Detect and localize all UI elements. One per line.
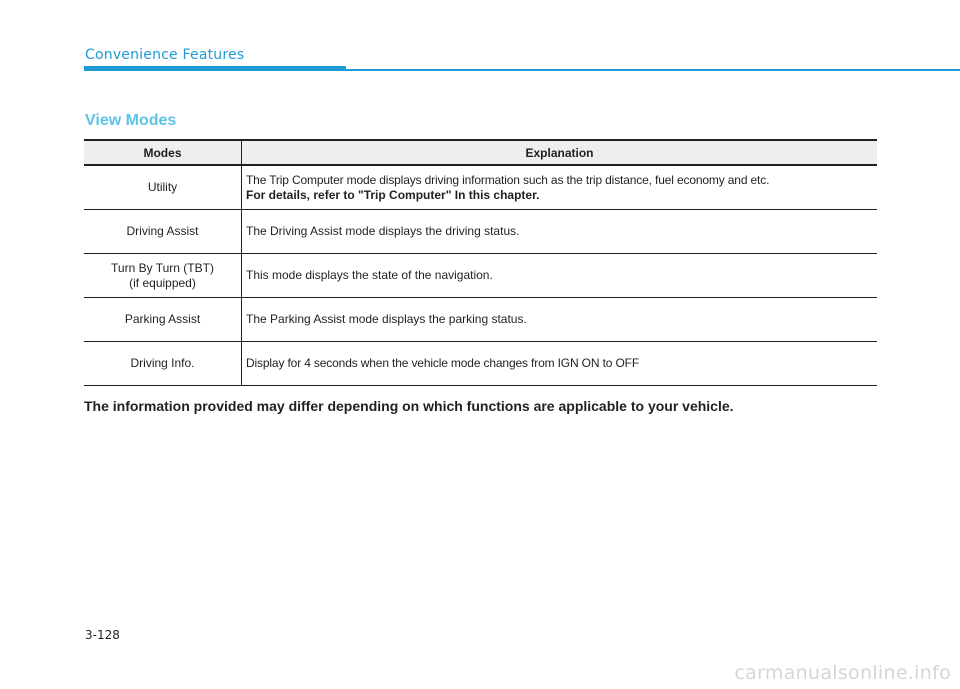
explanation-reference: For details, refer to "Trip Computer" In this chapter. — [246, 187, 540, 202]
header-rule-thick — [84, 66, 346, 71]
applicability-note: The information provided may differ depending on which functions are applicable to your vehicle. — [84, 398, 734, 414]
table-row — [84, 254, 877, 298]
column-header-explanation: Explanation — [242, 140, 878, 165]
mode-cell — [84, 210, 242, 254]
table-row — [84, 298, 877, 342]
explanation-text: The Parking Assist mode displays the parking status. — [246, 312, 527, 326]
mode-cell — [84, 342, 242, 386]
mode-name: Turn By Turn (TBT) — [111, 260, 214, 275]
mode-name: Driving Assist — [126, 224, 199, 238]
page-number: 3-128 — [85, 628, 120, 642]
mode-name: Parking Assist — [124, 312, 201, 326]
explanation-text: The Trip Computer mode displays driving information such as the trip distance, fuel economy and etc. — [246, 172, 770, 187]
explanation-cell — [242, 254, 878, 298]
mode-cell — [84, 254, 242, 298]
explanation-text: Display for 4 seconds when the vehicle mode changes from IGN ON to OFF — [246, 356, 640, 370]
table-header-row — [84, 140, 877, 165]
mode-availability: (if equipped) — [129, 275, 196, 290]
mode-name: Utility — [147, 180, 178, 194]
explanation-text: The Driving Assist mode displays the driving status. — [246, 224, 520, 238]
mode-cell — [84, 165, 242, 210]
column-header-modes: Modes — [84, 140, 242, 165]
mode-cell — [84, 298, 242, 342]
explanation-text: This mode displays the state of the navigation. — [246, 268, 493, 282]
explanation-cell — [242, 210, 878, 254]
table-row — [84, 210, 877, 254]
explanation-cell — [242, 342, 878, 386]
explanation-cell — [242, 165, 878, 210]
page-heading: View Modes — [85, 112, 177, 129]
header-rule-thin — [346, 69, 960, 71]
view-modes-table — [84, 139, 877, 386]
mode-name: Driving Info. — [130, 356, 195, 370]
watermark: carmanualsonline.info — [734, 662, 951, 684]
explanation-cell — [242, 298, 878, 342]
table-row — [84, 342, 877, 386]
table-row — [84, 165, 877, 210]
section-title: Convenience Features — [85, 47, 245, 63]
